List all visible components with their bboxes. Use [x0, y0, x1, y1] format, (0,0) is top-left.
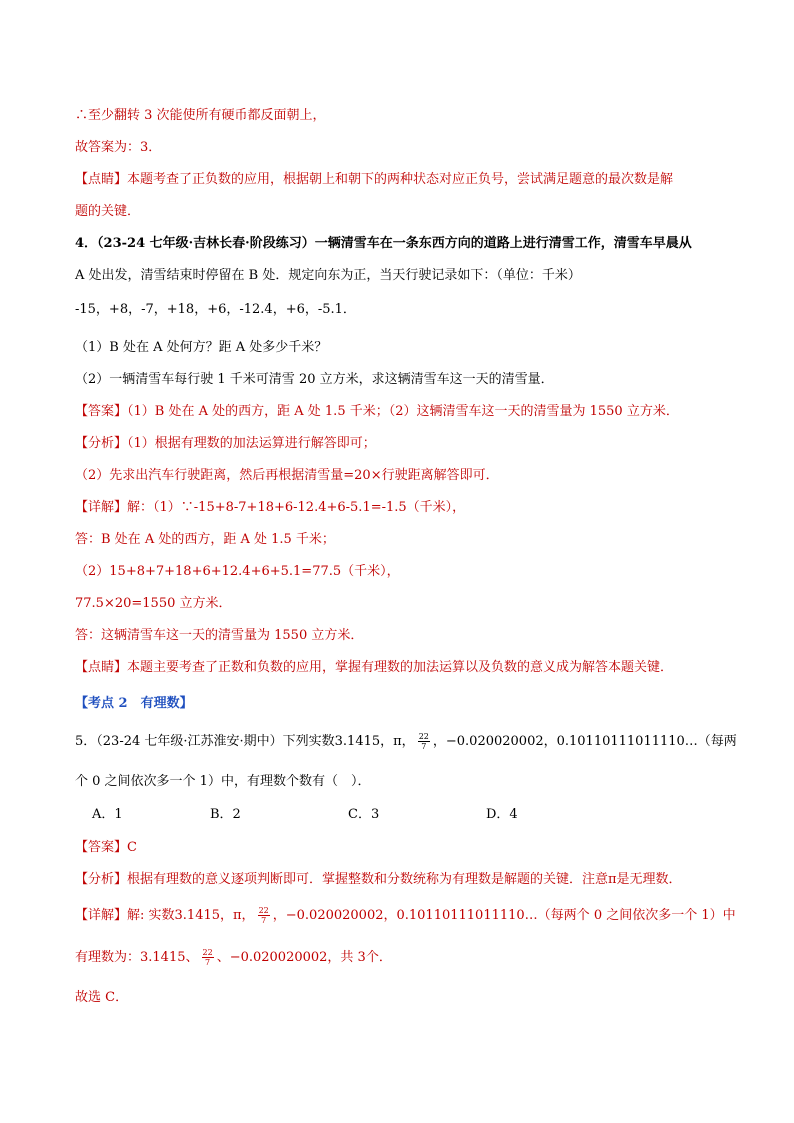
therefore-line: ∴至少翻转 3 次能使所有硬币都反面朝上，: [75, 108, 326, 123]
q5-detail-text-b: ，−0.020020002，0.10110111011110…（每两个 0 之间依次多一个 1）中: [272, 908, 736, 923]
q4-records: -15，+8，-7，+18，+6，-12.4，+6，-5.1．: [75, 302, 356, 317]
q5-option-c: C．3: [348, 807, 380, 822]
q5-detail-text-c: 有理数为：3.1415、: [75, 950, 199, 965]
q4-stem-line-1: 4．（23-24 七年级·吉林长春·阶段练习）一辆清雪车在一条东西方向的道路上进行清雪工作，清雪车早晨从: [75, 236, 692, 251]
q4-detail-line-1: [75, 496, 465, 515]
fraction-denominator: 7: [205, 958, 211, 967]
note-line-2: 题的关键．: [75, 204, 141, 219]
q4-detail-line-4: 77.5×20=1550 立方米．: [75, 596, 232, 611]
q5-detail-text-a: 解: 实数3.1415，π，: [127, 908, 255, 923]
q5-detail-text-d: 、−0.020020002，共 3个．: [216, 950, 392, 965]
section-heading: 【考点 2 有理数】: [75, 696, 193, 711]
q4-answer-tag: 【答案】: [75, 404, 128, 419]
q4-note-tag: 【点睛】: [75, 660, 128, 675]
q5-detail-line-1: [75, 904, 736, 925]
q5-stem-part-b: ，−0.020020002，0.10110111011110…（每两: [432, 734, 737, 749]
note-line-1: [75, 168, 673, 187]
note-text: 本题考查了正负数的应用，根据朝上和朝下的两种状态对应正负号，尝试满足题意的最次数是解: [127, 172, 674, 187]
q5-option-b: B．2: [210, 807, 241, 822]
q4-answer-text: （1）B 处在 A 处的西方，距 A 处 1.5 千米；（2）这辆清雪车这一天的清雪量为 1550 立方米．: [127, 404, 679, 419]
q5-fraction: [418, 732, 430, 751]
q4-note-text: 本题主要考查了正数和负数的应用，掌握有理数的加法运算以及负数的意义成为解答本题关键．: [127, 660, 674, 675]
q5-analysis-line: [75, 868, 682, 887]
fraction-numerator: 22: [202, 948, 213, 957]
q4-note-line: [75, 656, 673, 675]
q4-analysis-tag: 【分析】: [75, 436, 128, 451]
q4-detail-line-5: 答：这辆清雪车这一天的清雪量为 1550 立方米．: [75, 628, 364, 643]
q5-option-d: D．4: [486, 807, 518, 822]
q4-detail-line-3: （2）15+8+7+18+6+12.4+6+5.1=77.5（千米），: [75, 564, 400, 579]
q5-analysis-tag: 【分析】: [75, 872, 128, 887]
q4-sub-question-1: （1）B 处在 A 处何方？距 A 处多少千米？: [75, 340, 328, 355]
q4-detail-line-2: 答：B 处在 A 处的西方，距 A 处 1.5 千米；: [75, 532, 335, 547]
q5-detail-fraction-2: [202, 948, 214, 967]
q5-detail-line-2: [75, 946, 392, 967]
q5-answer-tag: 【答案】: [75, 840, 128, 855]
q4-detail-text-1: 解：（1）∵-15+8-7+18+6-12.4+6-5.1=-1.5（千米），: [127, 500, 466, 515]
q4-analysis-text-1: （1）根据有理数的加法运算进行解答即可；: [127, 436, 376, 451]
q5-conclusion: 故选 C．: [75, 990, 129, 1005]
fraction-denominator: 7: [261, 916, 267, 925]
fraction-numerator: 22: [258, 906, 269, 915]
q4-analysis-line-2: （2）先求出汽车行驶距离，然后再根据清雪量=20×行驶距离解答即可．: [75, 468, 499, 483]
note-tag: 【点睛】: [75, 172, 128, 187]
q5-detail-tag: 【详解】: [75, 908, 128, 923]
q4-answer-line: [75, 400, 679, 419]
fraction-denominator: 7: [421, 742, 427, 751]
answer-line: 故答案为：3．: [75, 140, 162, 155]
q5-stem-part-a: 5．（23-24 七年级·江苏淮安·期中）下列实数3.1415，π，: [75, 734, 415, 749]
q5-option-a: A．1: [92, 807, 123, 822]
q5-detail-fraction-1: [258, 906, 270, 925]
q5-stem-line-1: [75, 730, 737, 751]
q5-answer-line: [75, 836, 137, 855]
q4-analysis-line-1: [75, 432, 376, 451]
q4-detail-tag: 【详解】: [75, 500, 128, 515]
q5-analysis-text: 根据有理数的意义逐项判断即可．掌握整数和分数统称为有理数是解题的关键．注意π是无理数．: [127, 872, 682, 887]
q4-sub-question-2: （2）一辆清雪车每行驶 1 千米可清雪 20 立方米，求这辆清雪车这一天的清雪量．: [75, 372, 554, 387]
q5-stem-line-2: 个 0 之间依次多一个 1）中，有理数个数有（ ）．: [75, 774, 371, 789]
fraction-numerator: 22: [418, 732, 429, 741]
q5-answer-text: C: [127, 840, 137, 855]
q4-stem-line-2: A 处出发，清雪结束时停留在 B 处．规定向东为正，当天行驶记录如下：（单位：千米）: [75, 268, 581, 283]
